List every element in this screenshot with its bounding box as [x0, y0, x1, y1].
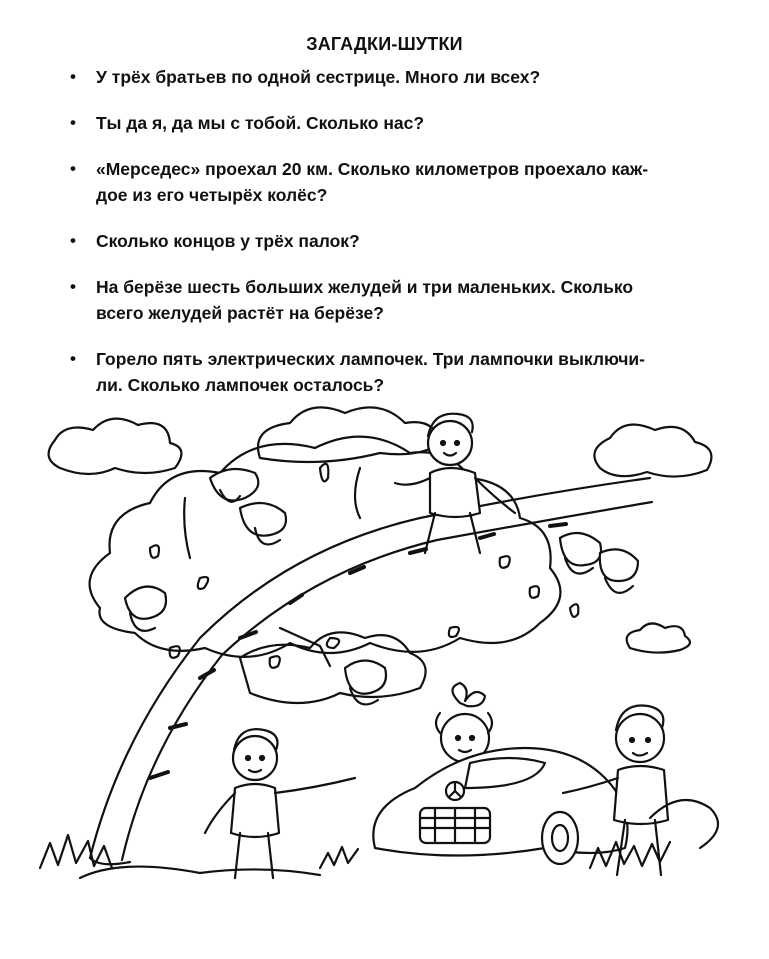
riddle-text-line-1: «Мерседес» проехал 20 км. Сколько километров проехало каж-	[96, 159, 649, 179]
acorn-icon	[240, 503, 286, 544]
riddle-text-line-1: На берёзе шесть больших желудей и три маленьких. Сколько	[96, 277, 634, 297]
riddle-item-1	[68, 64, 738, 90]
page-title: ЗАГАДКИ-ШУТКИ	[306, 34, 463, 54]
riddle-item-4	[68, 228, 738, 254]
bullet-icon: •	[70, 349, 76, 368]
cloud-icon	[258, 407, 440, 462]
boy-left-icon	[205, 729, 355, 878]
riddle-item-6	[68, 346, 738, 398]
riddle-text-line-2: дое из его четырёх колёс?	[96, 185, 328, 205]
riddle-text-line-2: ли. Сколько лампочек осталось?	[96, 375, 385, 395]
riddle-item-5	[68, 274, 738, 326]
cloud-icon	[594, 425, 711, 477]
mercedes-star-icon	[446, 782, 464, 800]
riddle-item-2	[68, 110, 738, 136]
girl-icon	[436, 683, 492, 762]
bullet-icon: •	[70, 231, 76, 250]
acorn-icon	[560, 533, 601, 574]
cloud-icon	[49, 419, 182, 474]
riddle-item-3	[68, 156, 738, 208]
tree-foliage-icon	[90, 437, 561, 703]
acorn-icon	[125, 587, 166, 631]
riddle-list	[68, 64, 738, 418]
bullet-icon: •	[70, 159, 76, 178]
car-icon	[373, 748, 627, 864]
branch-icon	[184, 468, 360, 666]
riddle-text-line-1: Ты да я, да мы с тобой. Сколько нас?	[96, 113, 425, 133]
riddle-text-line-1: Сколько концов у трёх палок?	[96, 231, 360, 251]
riddle-text-line-1: Горело пять электрических лампочек. Три лампочки выключи-	[96, 349, 646, 369]
bullet-icon: •	[70, 277, 76, 296]
acorn-icon	[210, 469, 258, 502]
bullet-icon: •	[70, 67, 76, 86]
riddle-text-line-1: У трёх братьев по одной сестрице. Много ли всех?	[96, 67, 541, 87]
bullet-icon: •	[70, 113, 76, 132]
cloud-icon	[627, 623, 690, 652]
boy-in-tree-icon	[395, 414, 515, 553]
riddle-text-line-2: всего желудей растёт на берёзе?	[96, 303, 384, 323]
acorn-icon	[600, 549, 638, 592]
birch-tree-children-car-illustration	[30, 398, 745, 898]
